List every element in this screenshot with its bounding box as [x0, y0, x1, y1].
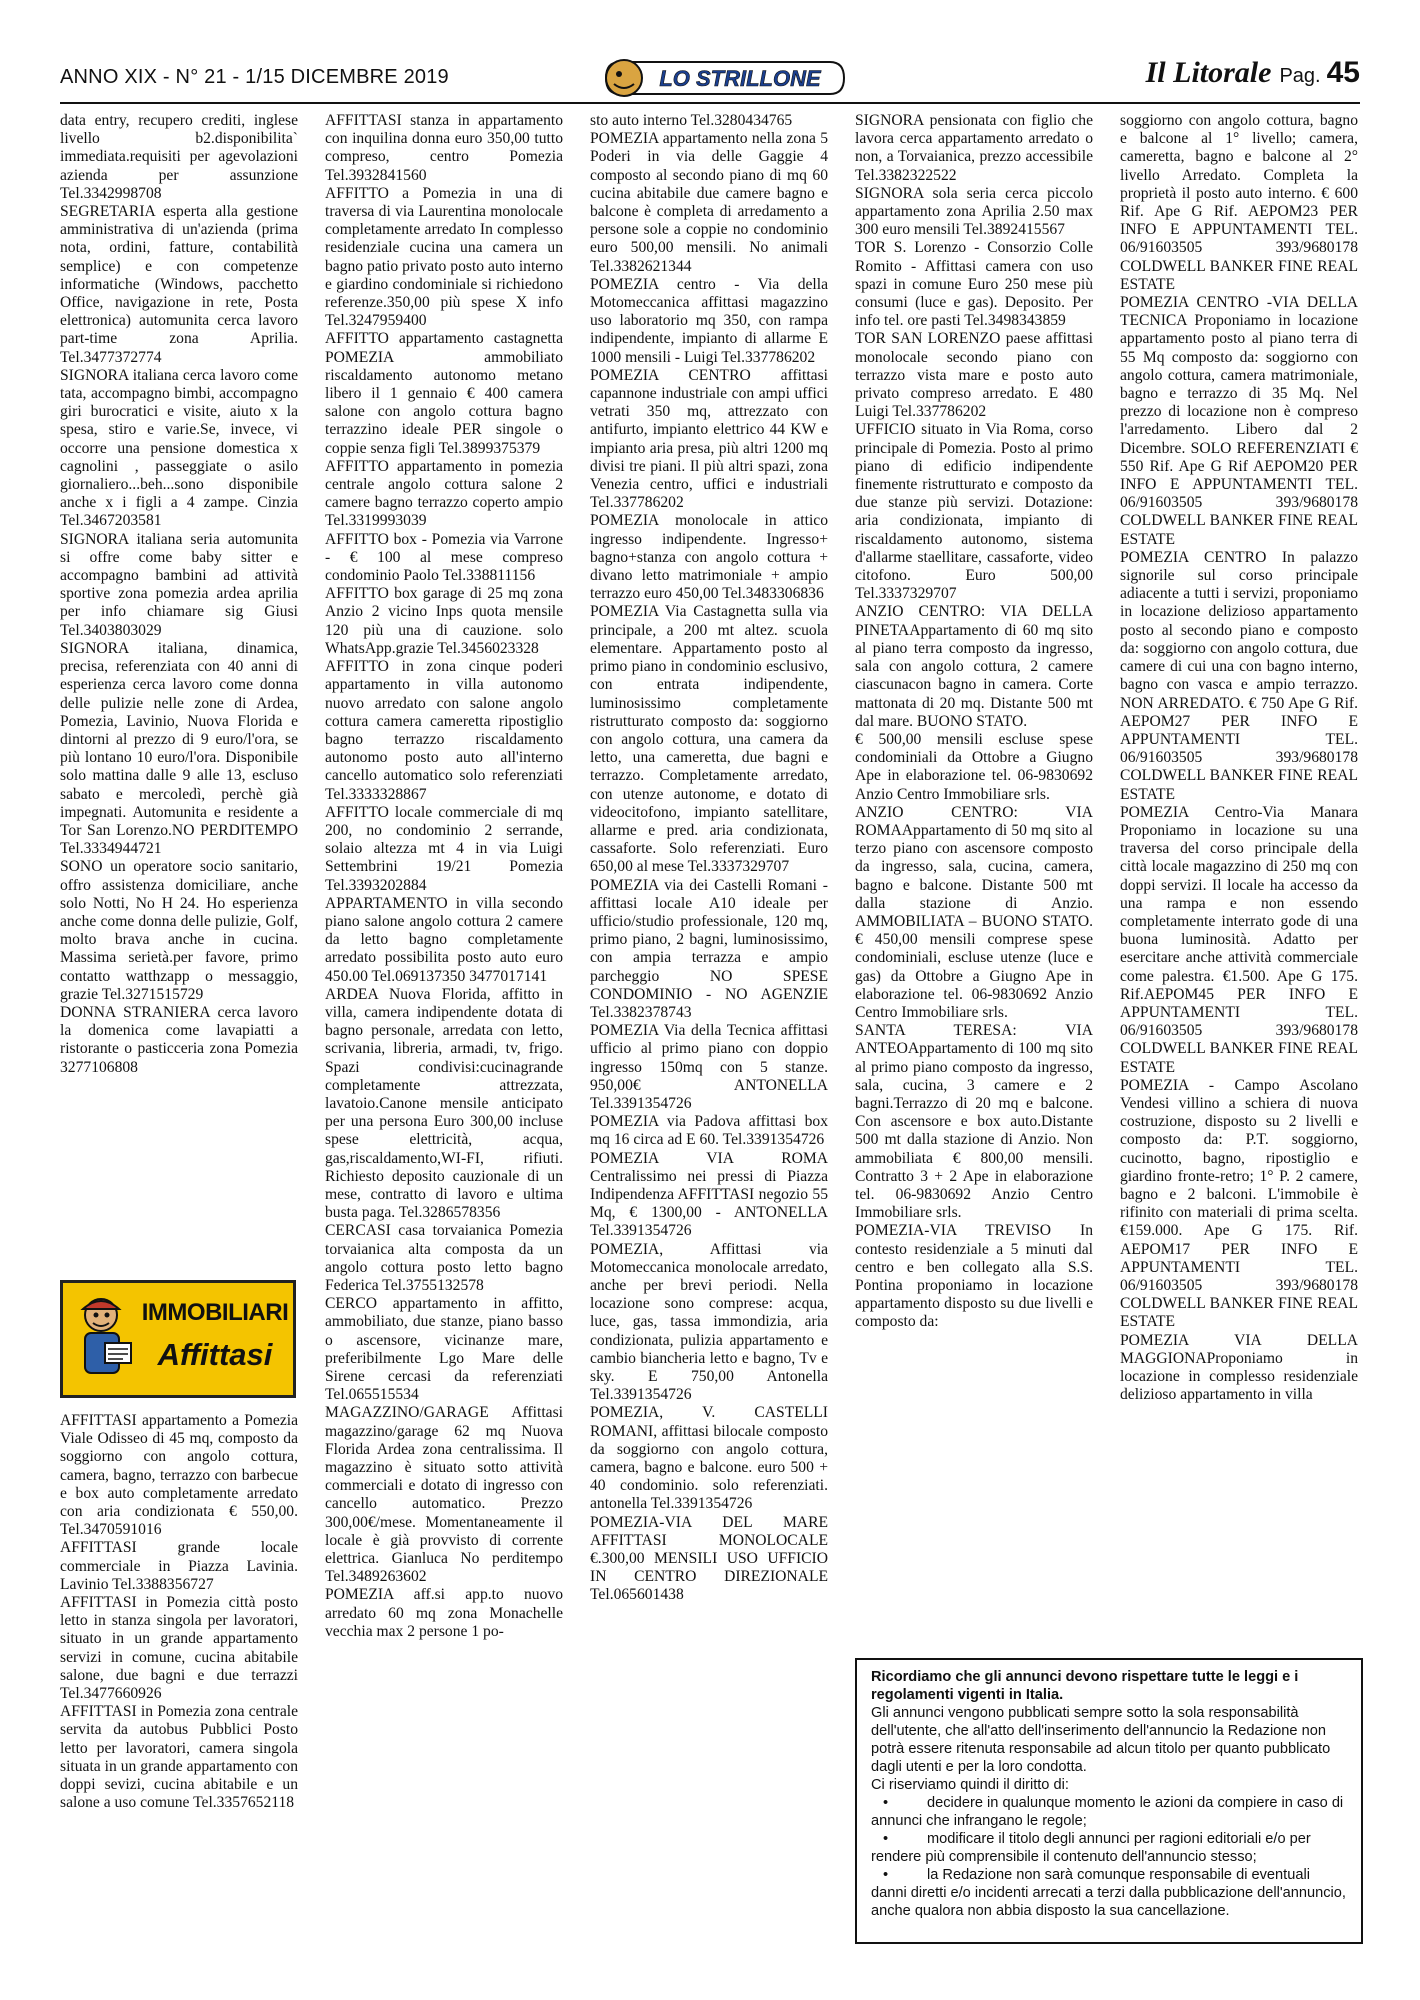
ad-listing: AFFITTASI in Pomezia zona centrale servita da autobus Pubblici Posto letto per lavoratori, camera singola situata in un grande appartamento con doppi sevizi, cucina abitabile e un salone a uso comune Tel.3357652118 — [60, 1703, 298, 1812]
page-label — [1146, 56, 1360, 90]
ad-listing: ANZIO CENTRO: VIA DELLA PINETAAppartamento di 60 mq sito al piano terra composto da ingresso, sala con angolo cottura, 2 camere ciascunacon bagno in camera. Corte mattonata di 20 mq. Distante 500 mt dal mare. BUONO STATO. — [855, 603, 1093, 730]
ad-listing: POMEZIA-VIA TREVISO In contesto residenziale a 5 minuti dal centro e ben collegato alla S.S. Pontina proponiamo in locazione appartamento disposto su due livelli e composto da: — [855, 1222, 1093, 1331]
notice-intro: Gli annunci vengono pubblicati sempre sotto la sola responsabilità dell'utente, che all'atto dell'inserimento dell'annuncio la Redazione non potrà essere ritenuta responsabile ad alcun titolo per quanto pubblicato dagli utenti e per la loro condotta. — [871, 1705, 1331, 1775]
ad-listing: POMEZIA, Affittasi via Motomeccanica monolocale arredato, anche per brevi periodi. Nella locazione sono comprese: acqua, luce, gas, tassa immondizia, aria condizionata, pulizia appartamento e cambio biancheria letto e bagno, Tv e sky. E 750,00 Antonella Tel.3391354726 — [590, 1240, 828, 1404]
ad-listing: CERCASI casa torvaianica Pomezia torvaianica alta composta da un angolo cottura posto letto bagno Federica Tel.3755132578 — [325, 1222, 563, 1294]
ad-listing: AFFITTO locale commerciale di mq 200, no condominio 2 serrande, solaio altezza mt 4 in via Luigi Settembrini 19/21 Pomezia Tel.3393202884 — [325, 803, 563, 894]
column-2 — [325, 112, 563, 1641]
notice-item: • la Redazione non sarà comunque responsabile di eventuali danni diretti e/o incidenti arrecati a terzi dalla pubblicazione dell'annuncio, anche qualora non abbia disposto la sua cancellazione. — [871, 1866, 1347, 1920]
ad-listing: POMEZIA - Campo Ascolano Vendesi villino a schiera di nuova costruzione, disposto su 2 livelli e composto da: P.T. soggiorno, cucinotto, bagno, ripostiglio e giardino fronte-retro; 1° P. 2 camere, bagno e 2 balconi. L'immobile è rifinito con materiali di prima scelta. €159.000. Ape G 175. Rif. AEPOM17 PER INFO E APPUNTAMENTI TEL. 06/91603505 393/9680178 COLDWELL BANKER FINE REAL ESTATE — [1120, 1076, 1358, 1331]
ad-listing: AFFITTASI in Pomezia città posto letto in stanza singola per lavoratori, situato in un grande appartamento servizi in comune, cucina abitabile salone, due bagni e due terrazzi Tel.3477660926 — [60, 1594, 298, 1703]
ad-listing: POMEZIA VIA DELLA MAGGIONAProponiamo in locazione in complesso residenziale delizioso appartamento in villa — [1120, 1331, 1358, 1404]
newsboy-icon — [71, 1293, 135, 1385]
ad-listing: POMEZIA, V. CASTELLI ROMANI, affittasi bilocale composto da soggiorno con angolo cottura, camera, bagno e balcone. euro 500 + 40 condominio. solo referenziati. antonella Tel.3391354726 — [590, 1404, 828, 1513]
page-number: 45 — [1326, 56, 1360, 89]
ad-listing: POMEZIA aff.si app.to nuovo arredato 60 mq zona Monachelle vecchia max 2 persone 1 po- — [325, 1586, 563, 1640]
pag-label: Pag. — [1279, 65, 1321, 87]
ad-listing: APPARTAMENTO in villa secondo piano salone angolo cottura 2 camere da letto bagno completamente arredato possibilita posto auto euro 450.00 Tel.069137350 3477017141 — [325, 894, 563, 985]
banner-subtitle: Affittasi — [157, 1337, 273, 1372]
ad-listing: ARDEA Nuova Florida, affitto in villa, camera indipendente dotata di bagno personale, arredata con letto, scrivania, libreria, armadi, tv, frigo. Spazi condivisi:cucinagrande completamente attrezzata, lavatoio.Canone mensile anticipato per una persona Euro 300,00 incluse spese elettricità, acqua, gas,riscaldamento,WI-FI, rifiuti. Richiesto deposito cauzionale di un mese, contratto di lavoro e ultima busta paga. Tel.3286578356 — [325, 985, 563, 1222]
column-3 — [590, 112, 828, 1605]
ad-listing: CERCO appartamento in affitto, ammobiliato, due stanze, piano basso o ascensore, vicinanze mare, preferibilmente Lgo Mare delle Sirene cercasi da referenziati Tel.065515534 — [325, 1295, 563, 1404]
logo-lettering: LO STRILLONE — [659, 66, 821, 91]
ad-listing: MAGAZZINO/GARAGE Affittasi magazzino/garage 62 mq Nuova Florida Ardea zona centralissima. Il magazzino è situato sotto attività commerciali e dotato di ingresso con cancello automatico. Prezzo 300,00€/mese. Momentaneamente il locale è già provvisto di corrente elettrica. Gianluca No perditempo Tel.3489263602 — [325, 1404, 563, 1586]
notice-list — [871, 1794, 1347, 1920]
ad-listing: POMEZIA CENTRO -VIA DELLA TECNICA Proponiamo in locazione appartamento posto al piano terra di 55 Mq composto da: soggiorno con angolo cottura, camera matrimoniale, bagno e terrazzo di 35 Mq. Nel prezzo di locazione non è compreso l'arredamento. Libero dal 2 Dicembre. SOLO REFERENZIATI € 550 Rif. Ape G Rif AEPOM20 PER INFO E APPUNTAMENTI TEL. 06/91603505 393/9680178 COLDWELL BANKER FINE REAL ESTATE — [1120, 294, 1358, 548]
ad-listing: POMEZIA CENTRO In palazzo signorile sul corso principale adiacente a tutti i servizi, proponiamo in locazione delizioso appartamento posto al secondo piano e composto da: soggiorno con angolo cottura, due camere di cui una con bagno interno, bagno con vasca e ampio terrazzo. NON ARREDATO. € 750 Ape G Rif. AEPOM27 PER INFO E APPUNTAMENTI TEL. 06/91603505 393/9680178 COLDWELL BANKER FINE REAL ESTATE — [1120, 548, 1358, 803]
ad-listing: POMEZIA via Padova affittasi box mq 16 circa ad E 60. Tel.3391354726 — [590, 1113, 828, 1149]
ad-listing: POMEZIA via dei Castelli Romani - affittasi locale A10 ideale per ufficio/studio professionale, 120 mq, primo piano, 2 bagni, luminosissimo, con ampia terrazza e ampio parcheggio NO SPESE CONDOMINIO - NO AGENZIE Tel.3382378743 — [590, 876, 828, 1021]
ad-listing: soggiorno con angolo cottura, bagno e balcone al 1° livello; camera, cameretta, bagno e balcone al 2° livello Arredato. Completa la proprietà il posto auto interno. € 600 Rif. Ape G Rif. AEPOM23 PER INFO E APPUNTAMENTI TEL. 06/91603505 393/9680178 COLDWELL BANKER FINE REAL ESTATE — [1120, 112, 1358, 293]
ad-listing: SIGNORA italiana, dinamica, precisa, referenziata con 40 anni di esperienza cerca lavoro come donna delle pulizie nelle zone di Ardea, Pomezia, Lavinio, Nuova Florida e dintorni al prezzo di 9 euro/l'ora, se più lontano 10 euro/l'ora. Disponibile solo mattina dalle 9 alle 13, escluso sabato e mercoledì, perchè già impegnati. Automunita e residente a Tor San Lorenzo.NO PERDITEMPO Tel.3334944721 — [60, 639, 298, 858]
ad-listing: ANZIO CENTRO: VIA ROMAAppartamento di 50 mq sito al terzo piano con ascensore composto da ingresso, sala, cucina, camera, bagno e balcone. Distante 500 mt dalla stazione di Anzio. AMMOBILIATA – BUONO STATO. € 450,00 mensili comprese spese condominiali, escluse utenze (luce e gas) da Ottobre a Giugno Ape in elaborazione tel. 06-9830692 Anzio Centro Immobiliare srls. — [855, 803, 1093, 1021]
ad-listing: POMEZIA Via della Tecnica affittasi ufficio al primo piano con doppio ingresso 150mq con 5 stanze. 950,00€ ANTONELLA Tel.3391354726 — [590, 1022, 828, 1112]
column-1-rentals — [60, 1412, 298, 1812]
ad-listing: data entry, recupero crediti, inglese livello b2.disponibilita` immediata.requisiti per agevolazioni azienda per assunzione Tel.3342998708 — [60, 112, 298, 202]
immobiliari-affittasi-banner — [60, 1280, 296, 1398]
ad-listing: AFFITTASI appartamento a Pomezia Viale Odisseo di 45 mq, composto da soggiorno con angolo cottura, camera, bagno, terrazzo con barbecue e box auto completamente arredato con aria condizionata € 550,00. Tel.3470591016 — [60, 1412, 298, 1539]
ad-listing: SANTA TERESA: VIA ANTEOAppartamento di 100 mq sito al primo piano composto da ingresso, sala, cucina, 3 camere e 2 bagni.Terrazzo di 20 mq e balcone. Con ascensore e box auto.Distante 500 mt dalla stazione di Anzio. Non ammobiliata € 800,00 mensili. Contratto 3 + 2 Ape in elaborazione tel. 06-9830692 Anzio Centro Immobiliare srls. — [855, 1022, 1093, 1222]
ad-listing: AFFITTO appartamento in pomezia centrale angolo cottura salone 2 camere bagno terrazzo coperto ampio Tel.3319993039 — [325, 457, 563, 530]
ad-listing: AFFITTO box garage di 25 mq zona Anzio 2 vicino Inps quota mensile 120 più una di cauzione. solo WhatsApp.grazie Tel.3456023328 — [325, 585, 563, 657]
ad-listing: TOR SAN LORENZO paese affittasi monolocale secondo piano con terrazzo vista mare e posto auto privato compreso arredato. E 480 Luigi Tel.337786202 — [855, 330, 1093, 421]
ad-listing: POMEZIA CENTRO affittasi capannone industriale con ampi uffici vetrati 350 mq, attrezzato con antifurto, impianto elettrico 44 KW e impianto aria presa, più altri 1200 mq divisi tre piani. Il più altri spazi, zona Venezia centro, uffici e industriali Tel.337786202 — [590, 366, 828, 512]
issue-info: ANNO XIX - N° 21 - 1/15 DICEMBRE 2019 — [60, 66, 449, 88]
lo-strillone-logo — [600, 54, 850, 102]
ad-listing: sto auto interno Tel.3280434765 — [590, 112, 793, 129]
page-header — [60, 54, 1360, 104]
ad-listing: AFFITTASI grande locale commerciale in Piazza Lavinia. Lavinio Tel.3388356727 — [60, 1539, 298, 1593]
ad-listing: AFFITTO a Pomezia in una di traversa di via Laurentina monolocale completamente arredato In complesso residenziale cucina una camera un bagno patio privato posto auto interno e giardino condominiale si richiedono referenze.350,00 più spese X info Tel.3247959400 — [325, 184, 563, 330]
ad-listing: SIGNORA italiana cerca lavoro come tata, accompagno bimbi, accompagno giri burocratici e visite, aiuto x la spesa, stiro e varie.Se, invece, vi occorre una pensione domestica x cagnolini , passeggiate o asilo giornaliero...beh...sono disponibile anche x i figli a 4 zampe. Cinzia Tel.3467203581 — [60, 366, 298, 530]
legal-notice-box — [855, 1658, 1363, 1944]
column-4 — [855, 112, 1093, 1332]
ad-listing: POMEZIA monolocale in attico ingresso indipendente. Ingresso+ bagno+stanza con angolo cottura + divano letto matrimoniale + ampio terrazzo euro 450,00 Tel.3483306836 — [590, 512, 828, 603]
ad-listing: TOR S. Lorenzo - Consorzio Colle Romito - Affittasi camera con uso spazi in comune Euro 250 mese più consumi (luce e gas). Deposito. Per info tel. ore pasti Tel.3498343859 — [855, 239, 1093, 330]
ad-listing: € 500,00 mensili escluse spese condominiali da Ottobre a Giugno Ape in elaborazione tel. 06-9830692 Anzio Centro Immobiliare srls. — [855, 730, 1093, 803]
notice-title: Ricordiamo che gli annunci devono rispettare tutte le leggi e i regolamenti vigenti in Italia. — [871, 1669, 1299, 1703]
ad-listing: AFFITTASI stanza in appartamento con inquilina donna euro 350,00 tutto compreso, centro Pomezia Tel.3932841560 — [325, 112, 563, 184]
ad-listing: AFFITTO appartamento castagnetta POMEZIA ammobiliato riscaldamento autonomo metano libero il 1 gennaio € 400 camera salone con angolo cottura bagno terrazzino ideale PER singole o coppie senza figli Tel.3899375379 — [325, 330, 563, 457]
notice-rights-label: Ci riserviamo quindi il diritto di: — [871, 1777, 1069, 1793]
ad-listing: SIGNORA sola seria cerca piccolo appartamento zona Aprilia 2.50 max 300 euro mensili Tel.3892415567 — [855, 184, 1093, 239]
ad-listing: SIGNORA pensionata con figlio che lavora cerca appartamento arredato o non, a Torvaianica, prezzo accessibile Tel.3382322522 — [855, 112, 1093, 184]
ad-listing: POMEZIA Centro-Via Manara Proponiamo in locazione su una traversa del corso principale della città locale magazzino di 250 mq con doppi servizi. Il locale ha accesso da una rampa e non essendo completamente interrato gode di una buona luminosità. Adatto per esercitare anche attività commerciale come palestra. €1.500. Ape G 175. Rif.AEPOM45 PER INFO E APPUNTAMENTI TEL. 06/91603505 393/9680178 COLDWELL BANKER FINE REAL ESTATE — [1120, 803, 1358, 1076]
banner-title: IMMOBILIARI — [141, 1299, 289, 1326]
ad-listing: POMEZIA Via Castagnetta sulla via principale, a 200 mt altez. scuola elementare. Appartamento posto al primo piano in condominio esclusivo, con entrata indipendente, luminosissimo completamente ristrutturato composto da: soggiorno con angolo cottura, una camera da letto, una cameretta, due bagni e terrazzo. Completamente arredato, con utenze autonome, e dotato di videocitofono, impianto satellitare, allarme e pred. aria condizionata, cassaforte. Solo referenziati. Euro 650,00 al mese Tel.3337329707 — [590, 603, 828, 876]
ad-listing: POMEZIA-VIA DEL MARE AFFITTASI MONOLOCALE €.300,00 MENSILI USO UFFICIO IN CENTRO DIREZIONALE Tel.065601438 — [590, 1513, 828, 1604]
ad-listing: SIGNORA italiana seria automunita si offre come baby sitter e accompagno bambini ad attività sportive zona pomezia ardea aprilia per info chiamare sig Giusi Tel.3403803029 — [60, 530, 298, 639]
notice-item: • modificare il titolo degli annunci per ragioni editoriali e/o per rendere più comprensibile il contenuto dell'annuncio stesso; — [871, 1830, 1347, 1866]
ad-listing: UFFICIO situato in Via Roma, corso principale di Pomezia. Posto al primo piano di edificio indipendente finemente ristrutturato e composto da due stanze più servizi. Dotazione: aria condizionata, impianto di riscaldamento autonomo, sistema d'allarme staellitare, cassaforte, video citofono. Euro 500,00 Tel.3337329707 — [855, 421, 1093, 603]
ad-listing: SEGRETARIA esperta alla gestione amministrativa di un'azienda (prima nota, ordini, fatture, contabilità semplice) e con competenze informatiche (Windows, pacchetto Office, navigazione in rete, Posta elettronica) automunita cerca lavoro part-time zona Aprilia. Tel.3477372774 — [60, 203, 298, 366]
ad-listing: POMEZIA centro - Via della Motomeccanica affittasi magazzino uso laboratorio mq 350, con rampa indipendente, impianto di allarme E 1000 mensili - Luigi Tel.337786202 — [590, 275, 828, 366]
ad-listing: AFFITTO box - Pomezia via Varrone - € 100 al mese compreso condominio Paolo Tel.338811156 — [325, 530, 563, 585]
column-1 — [60, 112, 298, 1077]
ad-listing: POMEZIA appartamento nella zona 5 Poderi in via delle Gaggie 4 composto al secondo piano di mq 60 cucina abitabile due camere bagno e balcone è completa di arredamento a persone sole a coppie no condominio euro 500,00 mensili. No animali Tel.3382621344 — [590, 130, 828, 275]
ad-listing: DONNA STRANIERA cerca lavoro la domenica come lavapiatti a ristorante o pasticceria zona Pomezia 3277106808 — [60, 1003, 298, 1076]
notice-item: • decidere in qualunque momento le azioni da compiere in caso di annunci che infrangano le regole; — [871, 1794, 1347, 1830]
header-rule — [60, 102, 1360, 104]
ad-listing: SONO un operatore socio sanitario, offro assistenza domiciliare, anche solo Notti, No H 24. Ho esperienza anche come donna delle pulizie, Golf, molto brava anche in cucina. Massima serietà.per favore, primo contatto watthzapp o messaggio, grazie Tel.3271515729 — [60, 858, 298, 1003]
ad-listing: POMEZIA VIA ROMA Centralissimo nei pressi di Piazza Indipendenza AFFITTASI negozio 55 Mq, € 1300,00 - ANTONELLA Tel.3391354726 — [590, 1149, 828, 1240]
ad-listing: AFFITTO in zona cinque poderi appartamento in villa autonomo nuovo arredato con salone angolo cottura camera cameretta ripostiglio bagno terrazzo riscaldamento autonomo posto auto all'interno cancello automatico solo referenziati Tel.3333328867 — [325, 658, 563, 803]
column-5 — [1120, 112, 1358, 1404]
brand-name: Il Litorale — [1145, 56, 1272, 89]
